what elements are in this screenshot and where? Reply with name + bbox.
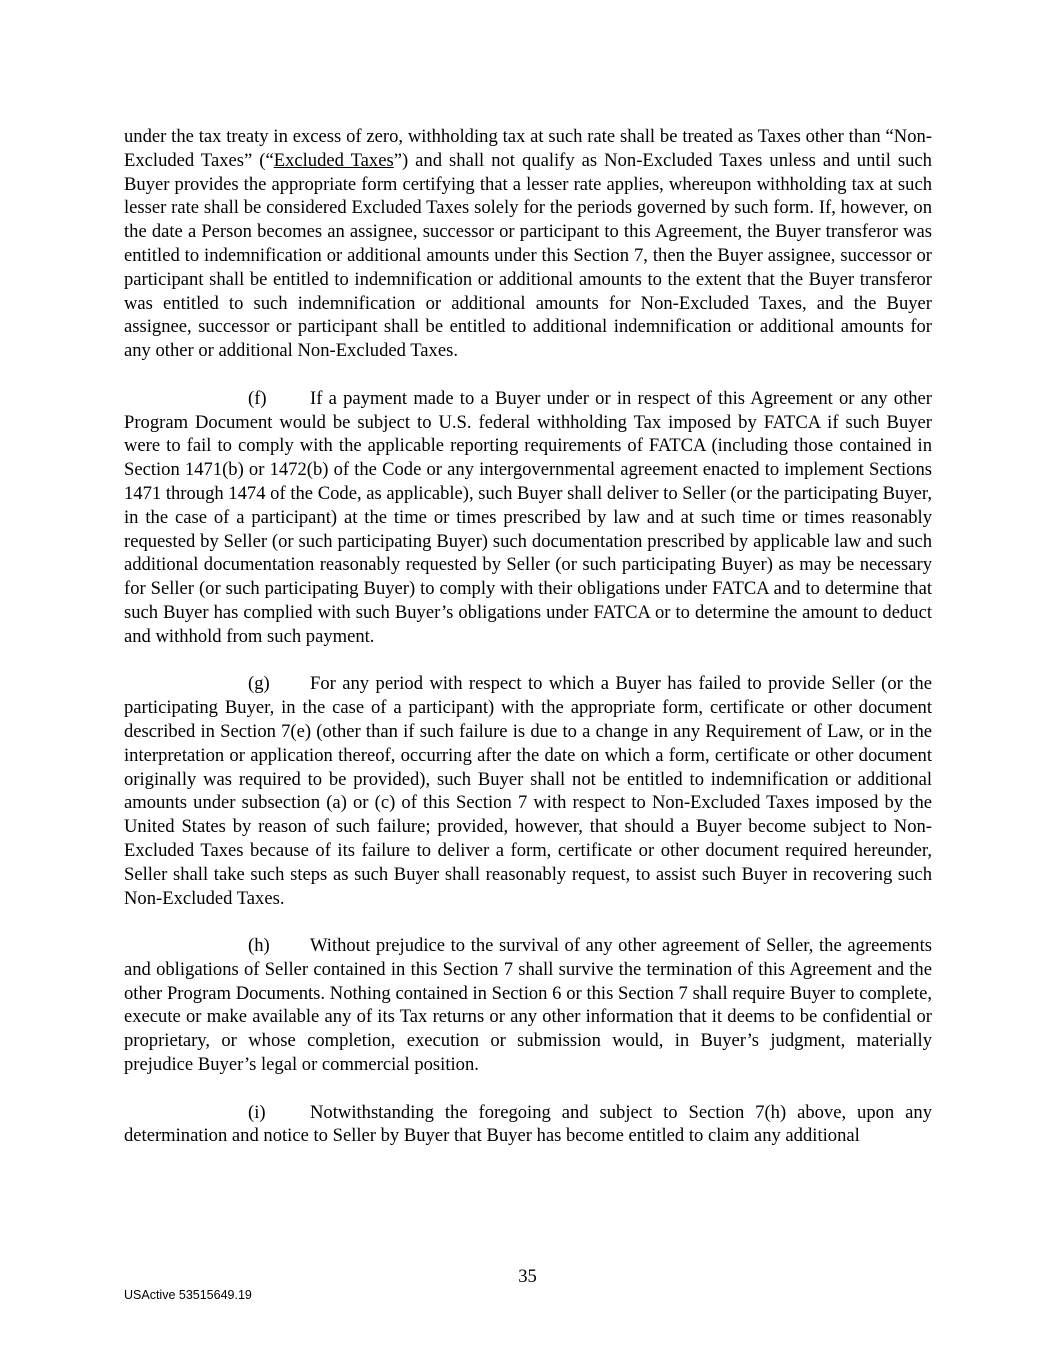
paragraph-f-text: If a payment made to a Buyer under or in respect of this Agreement or any other Program Document would be subject to U.S. federal withholding Tax imposed by FATCA if such Buyer were to fail to comply with the applicable reporting requirements of FATCA (including those contained in Section 1471(b) or 1472(b) of the Code or any intergovernmental agreement enacted to implement Sections 1471 through 1474 of the Code, as applicable), such Buyer shall deliver to Seller (or the participating Buyer, in the case of a participant) at the time or times prescribed by law and at such time or times reasonably requested by Seller (or such participating Buyer) such documentation prescribed by applicable law and such additional documentation reasonably requested by Seller (or such participating Buyer) as may be necessary for Seller (or such participating Buyer) to comply with their obligations under FATCA and to determine that such Buyer has complied with such Buyer’s obligations under FATCA or to determine the amount to deduct and withhold from such payment. [124, 387, 932, 647]
defined-term-excluded-taxes: Excluded Taxes [273, 149, 394, 171]
paragraph-f [124, 387, 932, 649]
paragraph-g [124, 672, 932, 910]
paragraph-h [124, 934, 932, 1077]
paragraph-h-marker: (h) [248, 935, 270, 957]
paragraph-h-text: Without prejudice to the survival of any other agreement of Seller, the agreements and obligations of Seller contained in this Section 7 shall survive the termination of this Agreement and the other Program Documents. Nothing contained in Section 6 or this Section 7 shall require Buyer to complete, execute or make available any of its Tax returns or any other information that it deems to be confidential or proprietary, or whose completion, execution or submission would, in Buyer’s judgment, materially prejudice Buyer’s legal or commercial position. [124, 935, 932, 1076]
paragraph-i-text: Notwithstanding the foregoing and subject to Section 7(h) above, upon any determination and notice to Seller by Buyer that Buyer has become entitled to claim any additional [124, 1101, 932, 1147]
paragraph-e-text-before: under the tax treaty in excess of zero, withholding tax at such rate shall be treated as Taxes other than “Non-Excluded Taxes” (“ [124, 126, 932, 171]
paragraph-i-marker: (i) [248, 1101, 266, 1123]
document-id: USActive 53515649.19 [124, 1288, 252, 1302]
document-body [124, 125, 932, 1172]
paragraph-f-marker: (f) [248, 387, 267, 409]
paragraph-g-text: For any period with respect to which a Buyer has failed to provide Seller (or the participating Buyer, in the case of a participant) with the appropriate form, certificate or other document described in Section 7(e) (other than if such failure is due to a change in any Requirement of Law, or in the interpretation or application thereof, occurring after the date on which a form, certificate or other document originally was required to be provided), such Buyer shall not be entitled to indemnification or additional amounts under subsection (a) or (c) of this Section 7 with respect to Non-Excluded Taxes imposed by the United States by reason of such failure; provided, however, that should a Buyer become subject to Non-Excluded Taxes because of its failure to deliver a form, certificate or other document required hereunder, Seller shall take such steps as such Buyer shall reasonably request, to assist such Buyer in recovering such Non-Excluded Taxes. [124, 673, 932, 909]
page-number: 35 [518, 1266, 537, 1287]
paragraph-e-continued [124, 125, 932, 363]
paragraph-g-marker: (g) [248, 673, 270, 695]
paragraph-e-text-after: ”) and shall not qualify as Non-Excluded Taxes unless and until such Buyer provides the appropriate form certifying that a lesser rate applies, whereupon withholding tax at such lesser rate shall be considered Excluded Taxes solely for the periods governed by such form. If, however, on the date a Person becomes an assignee, successor or participant to this Agreement, the Buyer transferor was entitled to indemnification or additional amounts under this Section 7, then the Buyer assignee, successor or participant shall be entitled to indemnification or additional amounts to the extent that the Buyer transferor was entitled to such indemnification or additional amounts for Non-Excluded Taxes, and the Buyer assignee, successor or participant shall be entitled to additional indemnification or additional amounts for any other or additional Non-Excluded Taxes. [124, 149, 932, 362]
paragraph-i [124, 1101, 932, 1149]
